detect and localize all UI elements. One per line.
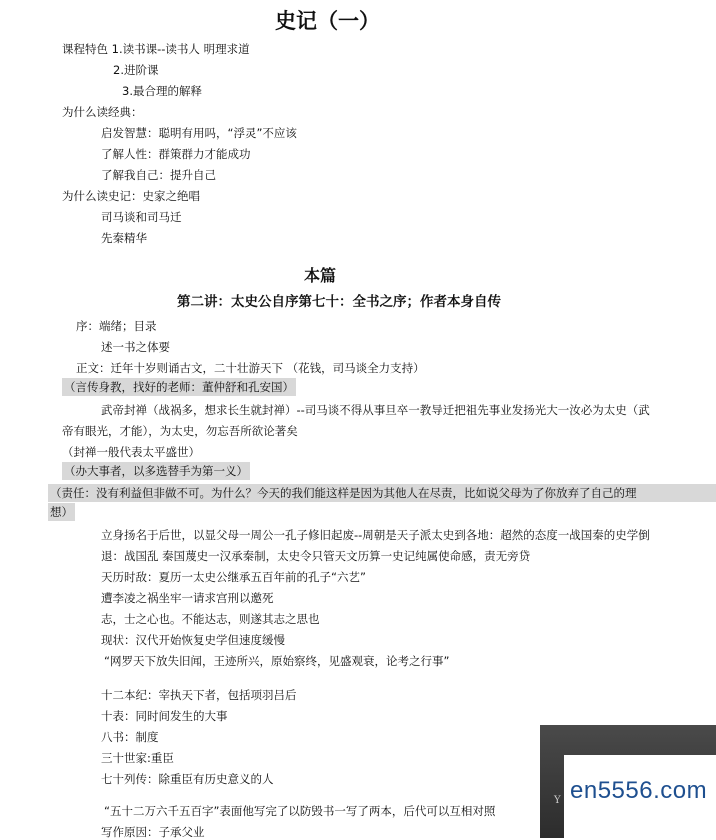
body-line: 三十世家:重臣 xyxy=(101,751,174,765)
body-line: 现状：汉代开始恢复史学但速度缓慢 xyxy=(101,633,285,647)
watermark-overlay xyxy=(540,725,716,838)
body-line: 遭李凌之祸坐牢一请求宫刑以邀死 xyxy=(101,591,274,605)
page-title: 史记（一） xyxy=(275,9,380,33)
body-line: 帝有眼光，才能），为太史，勿忘吾所欲论著矣 xyxy=(62,424,298,438)
body-line: 志，士之心也。不能达志，则遂其志之思也 xyxy=(101,612,320,626)
body-line: “五十二万六千五百字”表面他写完了以防毁书一写了两本，后代可以互相对照 xyxy=(104,804,496,818)
body-line: （封禅一般代表太平盛世） xyxy=(62,445,200,459)
intro-line-why-shiji: 为什么读史记：史家之绝唱 xyxy=(62,189,200,203)
intro-line-wisdom: 启发智慧：聪明有用吗，“浮灵”不应该 xyxy=(101,126,297,140)
watermark-letter: Y xyxy=(554,795,561,806)
intro-line-features: 课程特色 1.读书课--读书人 明理求道 xyxy=(62,42,250,56)
body-line: 十表：同时间发生的大事 xyxy=(101,709,228,723)
body-line: 七十列传：除重臣有历史意义的人 xyxy=(101,772,274,786)
intro-line-why-classics: 为什么读经典： xyxy=(62,105,143,119)
body-line: 述一书之体要 xyxy=(101,340,170,354)
watermark-site-text: en5556.com xyxy=(570,777,708,804)
intro-line-authors: 司马谈和司马迁 xyxy=(101,210,182,224)
body-line: 武帝封禅（战祸多，想求长生就封禅）--司马谈不得从事旦卒一教导迁把祖先事业发扬光大一汝必为太史（武 xyxy=(101,403,650,417)
body-line: 正文：迁年十岁则诵古文，二十壮游天下 （花钱，司马谈全力支持） xyxy=(76,361,425,375)
intro-line-pre-qin: 先秦精华 xyxy=(101,231,147,245)
body-line: “网罗天下放失旧闻，王迹所兴，原始察终，见盛观衰，论考之行事” xyxy=(104,654,450,668)
body-line: 退：战国乱 秦国蔑史一汉承秦制，太史令只管天文历算一史记纯属使命感，责无旁贷 xyxy=(101,549,531,563)
intro-line-human-nature: 了解人性：群策群力才能成功 xyxy=(101,147,251,161)
intro-line-feature-3: 3.最合理的解释 xyxy=(122,84,202,98)
intro-line-know-self: 了解我自己：提升自己 xyxy=(101,168,216,182)
section-title: 本篇 xyxy=(304,266,337,285)
lecture-title: 第二讲：太史公自序第七十：全书之序；作者本身自传 xyxy=(177,294,501,310)
highlighted-note: （责任：没有利益但非做不可。为什么？今天的我们能这样是因为其他人在尽责，比如说父母为了你放弃了自己的理 xyxy=(48,484,716,502)
body-line: 立身扬名于后世，以显父母一周公一孔子修旧起废--周朝是天子派太史到各地：超然的态度一战国秦的史学倒 xyxy=(101,528,650,542)
body-line: 序：端绪；目录 xyxy=(76,319,157,333)
highlighted-note: （言传身教，找好的老师：董仲舒和孔安国） xyxy=(64,380,294,394)
body-line: 写作原因：子承父业 xyxy=(101,825,205,839)
highlighted-note-continued: 想） xyxy=(50,505,73,519)
intro-line-feature-2: 2.进阶课 xyxy=(113,63,159,77)
body-line: 天历时敌：夏历一太史公继承五百年前的孔子“六艺” xyxy=(101,570,366,584)
highlighted-note: （办大事者，以多选替手为第一义） xyxy=(64,464,248,478)
body-line: 八书：制度 xyxy=(101,730,159,744)
body-line: 十二本纪：宰执天下者，包括项羽吕后 xyxy=(101,688,297,702)
